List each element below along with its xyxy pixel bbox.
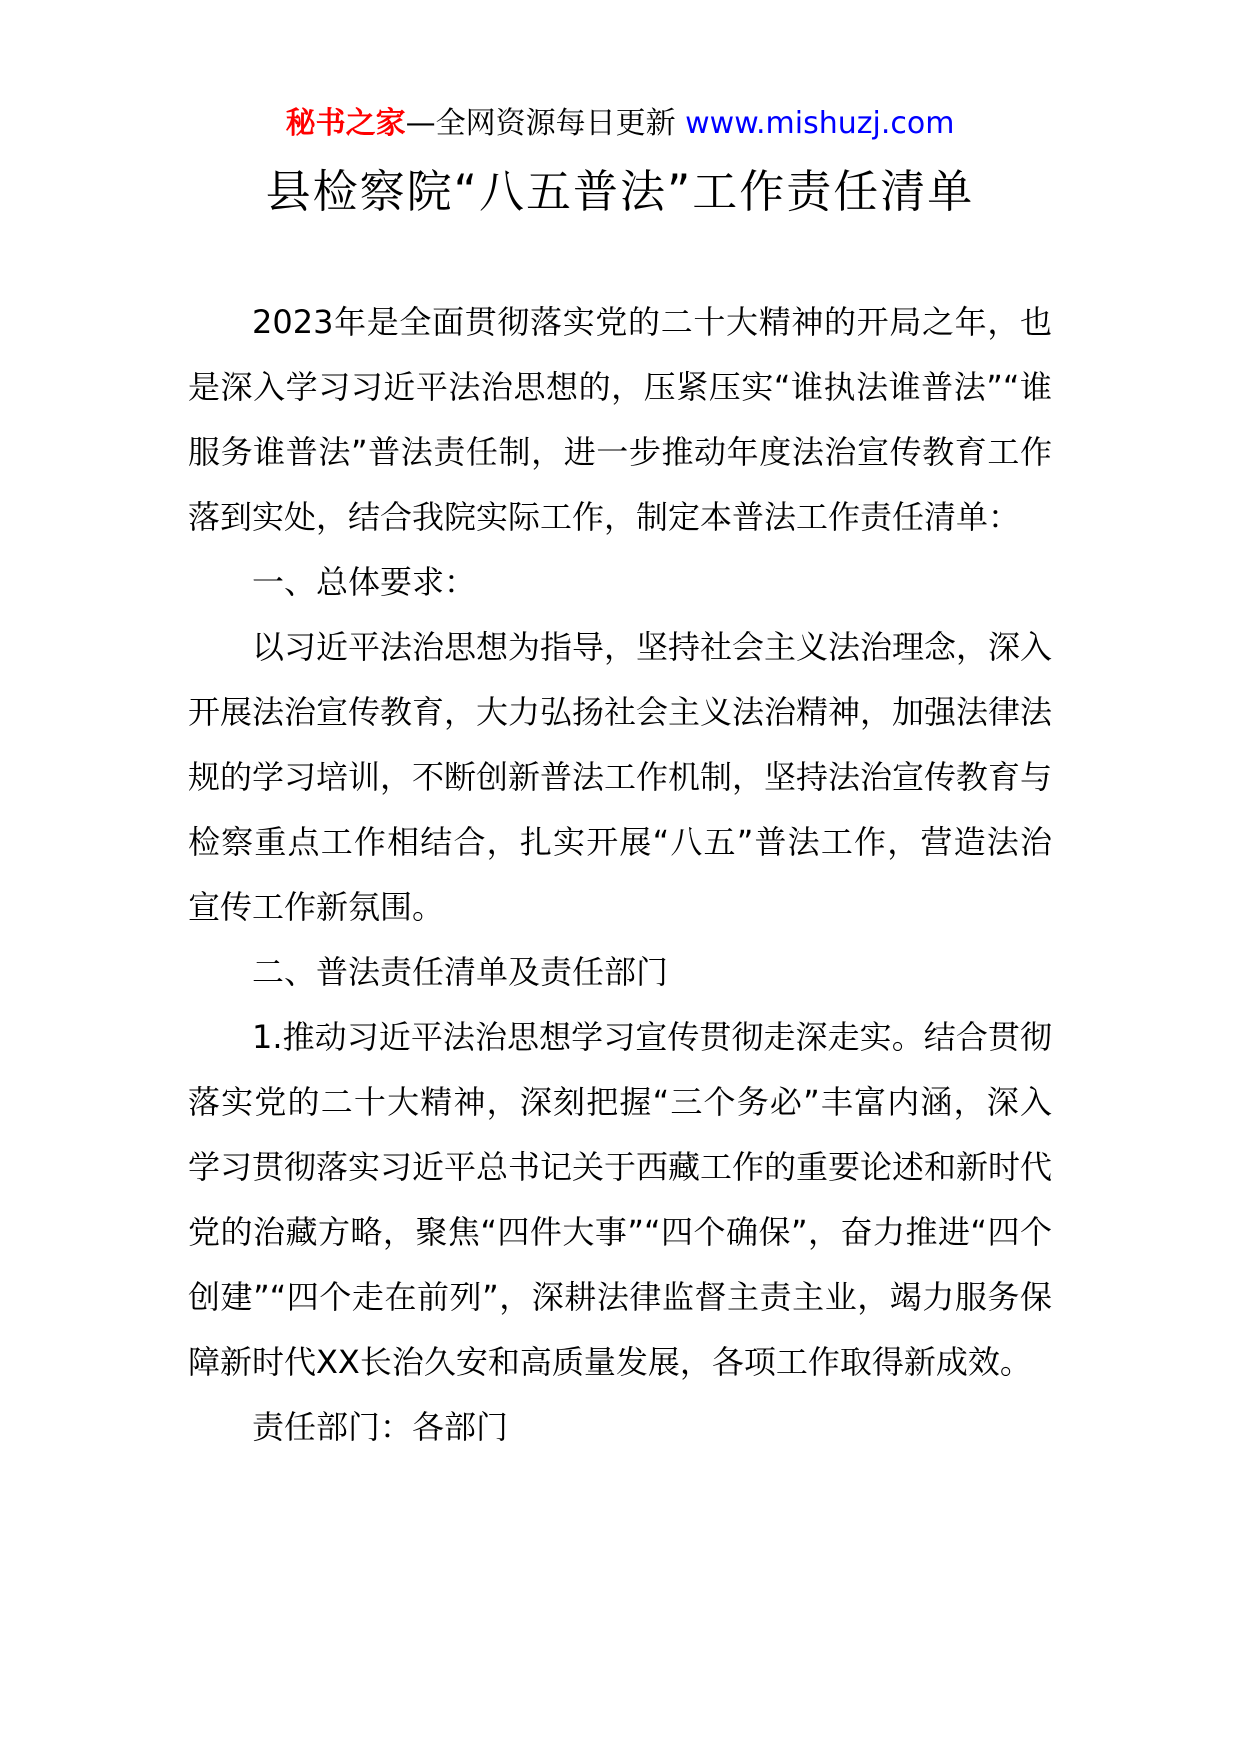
- site-brand: 秘书之家: [285, 106, 406, 141]
- general-requirements-paragraph: 以习近平法治思想为指导，坚持社会主义法治理念，深入开展法治宣传教育，大力弘扬社会主义法治精神，加强法律法规的学习培训，不断创新普法工作机制，坚持法治宣传教育与检察重点工作相结合，扎实开展“八五”普法工作，营造法治宣传工作新氛围。: [188, 628, 1053, 926]
- intro-paragraph: 2023年是全面贯彻落实党的二十大精神的开局之年，也是深入学习习近平法治思想的，压紧压实“谁执法谁普法”“谁服务谁普法”普法责任制，进一步推动年度法治宣传教育工作落到实处，结合我院实际工作，制定本普法工作责任清单：: [188, 303, 1052, 536]
- section-heading-responsibility-list: 二、普法责任清单及责任部门: [252, 953, 669, 991]
- document-body: [188, 290, 1052, 1460]
- site-header: [0, 104, 1240, 144]
- site-slogan: —全网资源每日更新: [405, 106, 686, 141]
- document-title: 县检察院“八五普法”工作责任清单: [265, 165, 975, 218]
- responsible-department: 责任部门：各部门: [252, 1408, 509, 1446]
- site-url-link[interactable]: www.mishuzj.com: [685, 106, 955, 141]
- responsibility-item-1: 1.推动习近平法治思想学习宣传贯彻走深走实。结合贯彻落实党的二十大精神，深刻把握“三个务必”丰富内涵，深入学习贯彻落实习近平总书记关于西藏工作的重要论述和新时代党的治藏方略，聚焦“四件大事”“四个确保”，奋力推进“四个创建”“四个走在前列”，深耕法律监督主责主业，竭力服务保障新时代XX长治久安和高质量发展，各项工作取得新成效。: [188, 1018, 1053, 1381]
- section-heading-general-requirements: 一、总体要求：: [252, 563, 477, 601]
